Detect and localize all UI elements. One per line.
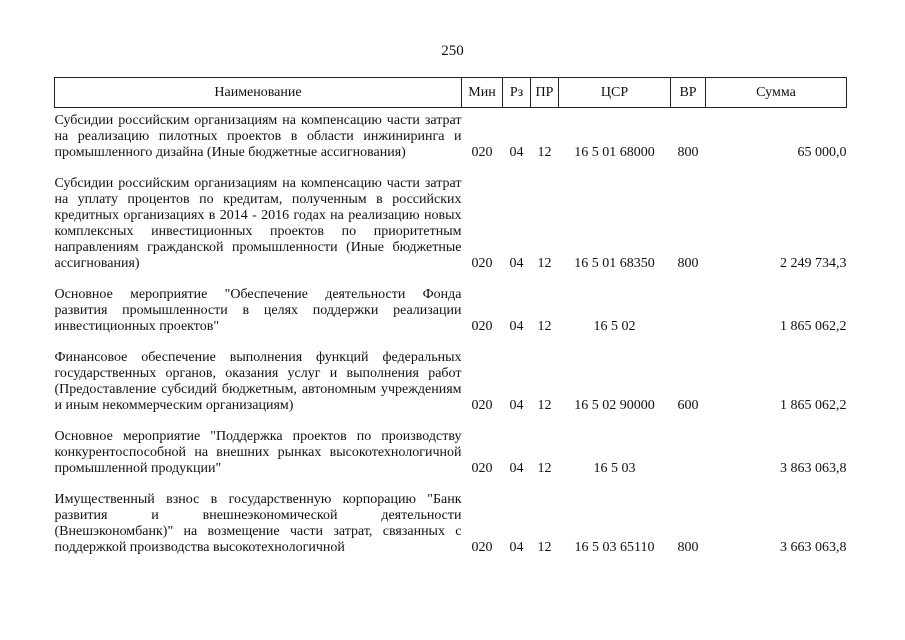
- header-csr: ЦСР: [559, 78, 671, 108]
- row-min: 020: [471, 256, 493, 271]
- row-vr: 600: [677, 398, 699, 413]
- row-vr: 800: [677, 145, 699, 160]
- row-name: Субсидии российским организациям на компенсацию части затрат на уплату процентов по кредитам, полученным в российских кредитных организациях в 2014 - 2016 годах на реализацию новых комплексных инвестиционных проектов по приоритетным направлениям гражданской промышленности (Иные бюджетные ассигнования): [54, 176, 462, 271]
- row-pr: 12: [537, 461, 552, 476]
- row-sum: 1 865 062,2: [780, 319, 847, 334]
- row-sum: 65 000,0: [797, 145, 847, 160]
- row-min: 020: [471, 540, 493, 555]
- row-name: Основное мероприятие "Обеспечение деятельности Фонда развития промышленности в целях поддержки реализации инвестиционных проектов": [54, 287, 462, 334]
- row-pr: 12: [537, 145, 552, 160]
- table-row: [55, 485, 847, 556]
- table-row: [55, 280, 847, 343]
- row-min: 020: [471, 145, 493, 160]
- table-row: [55, 343, 847, 422]
- row-name: Субсидии российским организациям на компенсацию части затрат на реализацию пилотных проектов в области инжиниринга и промышленного дизайна (Иные бюджетные ассигнования): [54, 113, 462, 160]
- row-vr: 800: [677, 256, 699, 271]
- row-sum: 2 249 734,3: [780, 256, 847, 271]
- row-min: 020: [471, 461, 493, 476]
- row-pr: 12: [537, 256, 552, 271]
- table-row: [55, 422, 847, 485]
- row-csr: 16 5 03: [593, 461, 636, 476]
- row-pr: 12: [537, 319, 552, 334]
- row-csr: 16 5 02 90000: [574, 398, 655, 413]
- row-csr: 16 5 01 68000: [574, 145, 655, 160]
- row-min: 020: [471, 398, 493, 413]
- row-name: Основное мероприятие "Поддержка проектов по производству конкурентоспособной на внешних рынках высокотехнологичной промышленной продукции": [54, 429, 462, 476]
- header-rz: Рз: [503, 78, 531, 108]
- row-min: 020: [471, 319, 493, 334]
- row-pr: 12: [537, 398, 552, 413]
- row-rz: 04: [509, 461, 524, 476]
- row-csr: 16 5 03 65110: [574, 540, 655, 555]
- row-rz: 04: [509, 540, 524, 555]
- table-row: [55, 169, 847, 280]
- header-min: Мин: [462, 78, 503, 108]
- table-header-row: [55, 78, 847, 108]
- header-pr: ПР: [531, 78, 559, 108]
- row-vr: [671, 280, 706, 343]
- row-rz: 04: [509, 256, 524, 271]
- row-vr: [671, 422, 706, 485]
- budget-table: [54, 77, 847, 556]
- row-name: Финансовое обеспечение выполнения функций федеральных государственных органов, оказания услуг и выполнения работ (Предоставление субсидий бюджетным, автономным учреждениям и иным некоммерческим организациям): [54, 350, 462, 413]
- row-csr: 16 5 02: [593, 319, 636, 334]
- row-rz: 04: [509, 145, 524, 160]
- header-vr: ВР: [671, 78, 706, 108]
- row-name: Имущественный взнос в государственную корпорацию "Банк развития и внешнеэкономической деятельности (Внешэкономбанк)" на возмещение части затрат, связанных с поддержкой производства высокотехнологичной: [54, 492, 462, 555]
- row-pr: 12: [537, 540, 552, 555]
- row-sum: 3 663 063,8: [780, 540, 847, 555]
- row-vr: 800: [677, 540, 699, 555]
- row-sum: 3 863 063,8: [780, 461, 847, 476]
- header-sum: Сумма: [706, 78, 847, 108]
- table-row: [55, 108, 847, 170]
- header-name: Наименование: [55, 78, 462, 108]
- row-sum: 1 865 062,2: [780, 398, 847, 413]
- page-number: 250: [441, 43, 464, 59]
- row-csr: 16 5 01 68350: [574, 256, 655, 271]
- row-rz: 04: [509, 319, 524, 334]
- row-rz: 04: [509, 398, 524, 413]
